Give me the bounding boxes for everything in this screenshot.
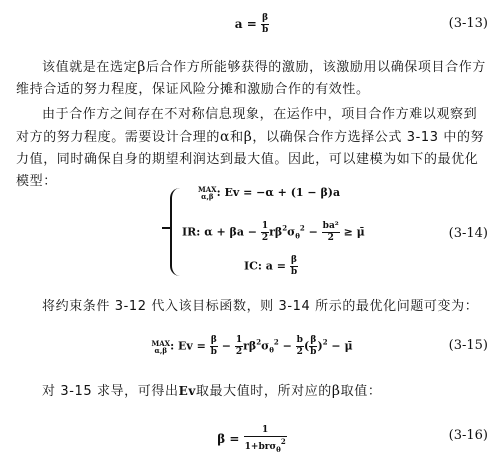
ir-sup-2: 2 — [299, 223, 305, 233]
ir-half-num: 1 — [261, 221, 269, 231]
ir-sup-1: 2 — [282, 223, 288, 233]
eq315-f3-num: b — [296, 335, 303, 345]
eq313-lhs: a = — [234, 17, 257, 31]
eq315-b: − — [217, 339, 235, 353]
ir-sigma: σ — [287, 225, 296, 239]
eq315-sup-3: 2 — [322, 337, 328, 347]
eq315-f4-num: β — [310, 335, 317, 345]
paragraph-4 — [16, 380, 490, 403]
ir-part-c: − — [304, 225, 322, 239]
paragraph-3 — [16, 296, 490, 318]
eq313-frac-num: β — [262, 13, 269, 23]
objective-row — [198, 186, 340, 200]
para4-text-b: 取最大值时，所对应的 — [195, 384, 332, 399]
eq315-f2-num: 1 — [235, 335, 243, 345]
para2-beta: β — [243, 129, 253, 145]
eq316-lhs: β = — [217, 432, 240, 446]
eq313-frac-den: b — [261, 25, 269, 35]
para3-text: 将约束条件 3-12 代入该目标函数，则 3-14 所示的最优化问题可变为： — [42, 299, 479, 314]
para2-and: 和 — [230, 130, 244, 145]
eq316-den-wrap — [244, 436, 287, 453]
ic-fraction — [290, 256, 298, 277]
eq315-frac-2 — [235, 336, 243, 357]
ir-constraint-row — [182, 222, 365, 243]
eq315-max-operator — [151, 340, 170, 354]
ic-part-a: a = — [261, 259, 290, 273]
equation-number-3-15: (3-15) — [448, 338, 488, 353]
para4-ev: Ev — [178, 384, 196, 398]
eq315-f1-den: b — [210, 347, 217, 357]
equation-3-15 — [0, 330, 504, 364]
equation-number-3-16: (3-16) — [448, 428, 488, 443]
eq315-max-bottom: α,β — [154, 345, 168, 355]
equation-number-3-13: (3-13) — [448, 16, 488, 31]
left-brace — [170, 188, 182, 276]
eq315-d: − — [278, 339, 296, 353]
equation-3-13 — [0, 8, 504, 42]
eq315-frac-1 — [210, 336, 218, 357]
ir-label: IR: — [182, 225, 201, 239]
para4-text-a: 对 3-15 求导，可得出 — [42, 384, 179, 399]
eq315-sigma: σ — [261, 339, 270, 353]
para2-text-a: 由于合作方之间存在不对称信息现象，在运作中，项目合作方难以观察到对方的努力程度。需要设计合理的 — [16, 107, 478, 145]
ic-constraint-row — [244, 256, 298, 277]
eq315-f: ) — [317, 339, 323, 353]
eq315-f4-den: b — [310, 347, 317, 357]
eq315-f1-num: β — [210, 335, 217, 345]
eq316-den: 1+brσ — [244, 442, 277, 452]
max-bottom: α,β — [201, 192, 214, 201]
para4-beta: β — [331, 383, 341, 399]
ir-part-a: α + βa − — [200, 225, 261, 239]
equation-3-13-body — [0, 14, 504, 35]
eq316-fraction — [244, 426, 287, 453]
eq313-fraction — [261, 14, 269, 35]
eq316-den-sub: θ — [276, 445, 281, 454]
eq315-c: rβ — [243, 339, 257, 353]
para1-text-a: 该值就是在选定 — [42, 60, 138, 75]
equation-system-3-14 — [170, 184, 430, 280]
para2-text-b: ，以确保合作方选择公式 3-13 中的努力值，同时确保自身的期望利润达到最大值。因此，可以建模为如下的最优化模型： — [16, 130, 485, 189]
max-top: MAX — [198, 185, 217, 194]
ir-sub: θ — [295, 231, 300, 241]
para1-text-b: 后合作方所能够获得的激励，该激励用以确保项目合作方维持合适的努力程度，保证风险分摊和激励合作的有效性。 — [16, 60, 486, 97]
equation-3-15-body — [0, 336, 504, 357]
ir-part-b: rβ — [269, 225, 283, 239]
eq315-a: : Ev = — [170, 339, 210, 353]
para4-text-c: 取值： — [340, 384, 382, 399]
para2-alpha: α — [220, 129, 231, 145]
paragraph-2 — [16, 104, 490, 193]
eq316-num: 1 — [262, 425, 269, 435]
objective-expression: : Ev = −α + (1 − β)a — [216, 186, 341, 199]
left-brace-tip — [162, 227, 170, 229]
eq315-frac-3 — [296, 336, 304, 357]
eq315-sup-1: 2 — [256, 337, 262, 347]
ir-part-d: ≥ μ̄ — [339, 225, 365, 239]
eq315-e: ( — [303, 339, 310, 353]
ir-cost-den: 2 — [322, 232, 340, 243]
ir-cost-fraction — [322, 222, 340, 243]
ic-frac-den: b — [290, 267, 298, 277]
eq315-f2-den: 2 — [235, 347, 243, 357]
ic-label: IC: — [244, 259, 262, 273]
max-operator — [198, 186, 217, 200]
ir-half-fraction — [261, 222, 269, 243]
eq315-g: − μ̄ — [327, 339, 353, 353]
eq315-max-top: MAX — [151, 338, 171, 348]
equation-number-3-14: (3-14) — [448, 226, 488, 241]
eq315-sub: θ — [269, 345, 274, 355]
ic-frac-num: β — [290, 255, 297, 265]
ir-half-den: 2 — [261, 233, 269, 243]
para1-beta: β — [137, 59, 146, 75]
paragraph-1 — [16, 56, 490, 101]
eq316-den-sup: 2 — [280, 437, 286, 446]
equation-3-16 — [0, 420, 504, 454]
eq315-f3-den: 2 — [296, 347, 303, 357]
eq315-sup-2: 2 — [273, 337, 279, 347]
equation-3-16-body — [0, 426, 504, 453]
ir-cost-num: ba² — [322, 221, 339, 231]
